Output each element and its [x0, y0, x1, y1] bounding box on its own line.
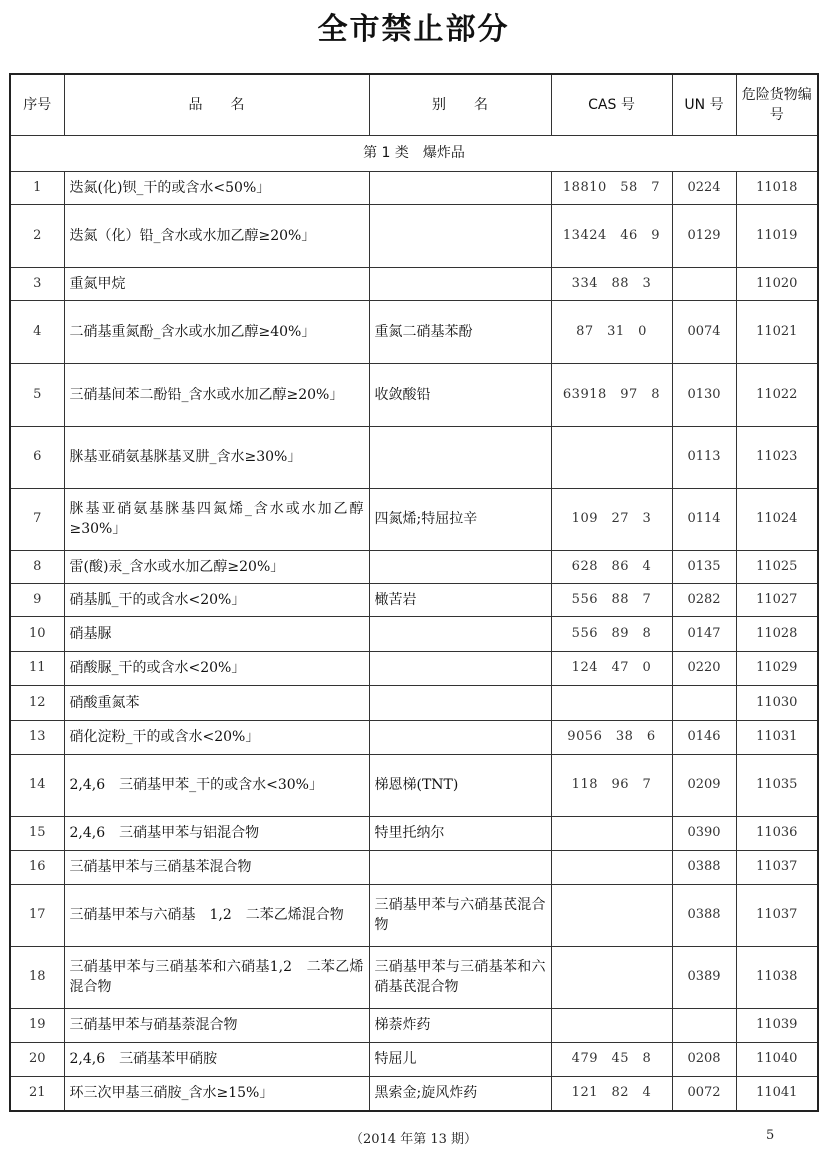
- table-row: [10, 816, 818, 850]
- cell-alias: 重氮二硝基苯酚: [369, 300, 551, 363]
- cell-cas: [551, 426, 672, 488]
- table-row: [10, 426, 818, 488]
- cell-name: 三硝基甲苯与硝基萘混合物: [64, 1008, 369, 1042]
- table-row: [10, 720, 818, 754]
- cell-cas: 121 82 4: [551, 1076, 672, 1111]
- table-row: [10, 204, 818, 267]
- cell-alias: [369, 720, 551, 754]
- table-row: [10, 1076, 818, 1111]
- cell-name: 三硝基间苯二酚铅_含水或水加乙醇≥20%」: [64, 363, 369, 426]
- cell-un: 0130: [672, 363, 736, 426]
- cell-cas: 63918 97 8: [551, 363, 672, 426]
- table-row: [10, 946, 818, 1008]
- table-row: [10, 884, 818, 946]
- cell-code: 11041: [736, 1076, 818, 1111]
- cell-no: 1: [10, 171, 64, 204]
- cell-alias: 特屈儿: [369, 1042, 551, 1076]
- cell-name: 三硝基甲苯与三硝基苯和六硝基1,2 二苯乙烯混合物: [64, 946, 369, 1008]
- table-row: [10, 651, 818, 685]
- cell-no: 13: [10, 720, 64, 754]
- cell-cas: 628 86 4: [551, 550, 672, 583]
- cell-code: 11027: [736, 583, 818, 616]
- cell-no: 4: [10, 300, 64, 363]
- cell-cas: 479 45 8: [551, 1042, 672, 1076]
- cell-cas: [551, 850, 672, 884]
- cell-cas: 124 47 0: [551, 651, 672, 685]
- cell-code: 11031: [736, 720, 818, 754]
- cell-name: 脒基亚硝氨基脒基叉肼_含水≥30%」: [64, 426, 369, 488]
- cell-no: 11: [10, 651, 64, 685]
- cell-name: 三硝基甲苯与六硝基 1,2 二苯乙烯混合物: [64, 884, 369, 946]
- cell-un: 0113: [672, 426, 736, 488]
- cell-no: 12: [10, 685, 64, 720]
- cell-un: 0224: [672, 171, 736, 204]
- cell-cas: [551, 1008, 672, 1042]
- table-row: [10, 300, 818, 363]
- table-row: [10, 171, 818, 204]
- cell-cas: 556 89 8: [551, 616, 672, 651]
- cell-un: 0147: [672, 616, 736, 651]
- cell-name: 2,4,6 三硝基苯甲硝胺: [64, 1042, 369, 1076]
- cell-no: 18: [10, 946, 64, 1008]
- cell-code: 11030: [736, 685, 818, 720]
- table-row: [10, 1008, 818, 1042]
- cell-code: 11023: [736, 426, 818, 488]
- cell-cas: 18810 58 7: [551, 171, 672, 204]
- cell-cas: 109 27 3: [551, 488, 672, 550]
- cell-un: 0208: [672, 1042, 736, 1076]
- cell-no: 10: [10, 616, 64, 651]
- cell-code: 11035: [736, 754, 818, 816]
- cell-alias: 收敛酸铅: [369, 363, 551, 426]
- header-name: 品 名: [64, 74, 369, 135]
- header-alias: 别 名: [369, 74, 551, 135]
- header-cas: CAS 号: [551, 74, 672, 135]
- cell-un: [672, 685, 736, 720]
- cell-name: 硝酸重氮苯: [64, 685, 369, 720]
- cell-code: 11024: [736, 488, 818, 550]
- table-row: [10, 850, 818, 884]
- cell-alias: [369, 685, 551, 720]
- cell-no: 3: [10, 267, 64, 300]
- cell-un: [672, 267, 736, 300]
- category-row: [10, 135, 818, 171]
- cell-cas: 13424 46 9: [551, 204, 672, 267]
- cell-code: 11028: [736, 616, 818, 651]
- cell-un: 0390: [672, 816, 736, 850]
- cell-name: 硝基胍_干的或含水<20%」: [64, 583, 369, 616]
- cell-no: 17: [10, 884, 64, 946]
- cell-cas: [551, 685, 672, 720]
- table-row: [10, 363, 818, 426]
- header-no: 序号: [10, 74, 64, 135]
- cell-un: 0072: [672, 1076, 736, 1111]
- cell-un: 0135: [672, 550, 736, 583]
- cell-code: 11038: [736, 946, 818, 1008]
- cell-alias: 梯萘炸药: [369, 1008, 551, 1042]
- cell-name: 2,4,6 三硝基甲苯与铝混合物: [64, 816, 369, 850]
- table-row: [10, 1042, 818, 1076]
- cell-name: 环三次甲基三硝胺_含水≥15%」: [64, 1076, 369, 1111]
- cell-alias: 黑索金;旋风炸药: [369, 1076, 551, 1111]
- cell-cas: 87 31 0: [551, 300, 672, 363]
- table-row: [10, 616, 818, 651]
- cell-alias: [369, 426, 551, 488]
- table-row: [10, 583, 818, 616]
- cell-cas: 334 88 3: [551, 267, 672, 300]
- cell-name: 迭氮（化）铅_含水或水加乙醇≥20%」: [64, 204, 369, 267]
- cell-code: 11021: [736, 300, 818, 363]
- cell-code: 11036: [736, 816, 818, 850]
- cell-code: 11037: [736, 850, 818, 884]
- cell-code: 11040: [736, 1042, 818, 1076]
- hazardous-chemicals-table: [9, 73, 819, 1112]
- cell-code: 11018: [736, 171, 818, 204]
- cell-un: 0114: [672, 488, 736, 550]
- cell-name: 迭氮(化)钡_干的或含水<50%」: [64, 171, 369, 204]
- cell-alias: 四氮烯;特屈拉辛: [369, 488, 551, 550]
- table-header-row: [10, 74, 818, 135]
- cell-cas: 9056 38 6: [551, 720, 672, 754]
- cell-no: 6: [10, 426, 64, 488]
- table-row: [10, 267, 818, 300]
- header-code: 危险货物编号: [736, 74, 818, 135]
- category-label: 第 1 类 爆炸品: [10, 135, 818, 171]
- cell-no: 19: [10, 1008, 64, 1042]
- cell-alias: 梯恩梯(TNT): [369, 754, 551, 816]
- cell-name: 三硝基甲苯与三硝基苯混合物: [64, 850, 369, 884]
- cell-un: 0388: [672, 884, 736, 946]
- cell-no: 8: [10, 550, 64, 583]
- cell-name: 重氮甲烷: [64, 267, 369, 300]
- cell-code: 11039: [736, 1008, 818, 1042]
- header-un: UN 号: [672, 74, 736, 135]
- cell-alias: [369, 550, 551, 583]
- cell-code: 11019: [736, 204, 818, 267]
- cell-no: 9: [10, 583, 64, 616]
- cell-name: 硝基脲: [64, 616, 369, 651]
- cell-un: 0389: [672, 946, 736, 1008]
- cell-un: 0129: [672, 204, 736, 267]
- page-title: 全市禁止部分: [317, 12, 510, 47]
- cell-un: 0209: [672, 754, 736, 816]
- cell-no: 21: [10, 1076, 64, 1111]
- cell-code: 11020: [736, 267, 818, 300]
- footer-issue: （2014 年第 13 期）: [349, 1132, 478, 1147]
- cell-alias: 特里托纳尔: [369, 816, 551, 850]
- cell-cas: 556 88 7: [551, 583, 672, 616]
- cell-cas: [551, 946, 672, 1008]
- cell-name: 硝酸脲_干的或含水<20%」: [64, 651, 369, 685]
- table-row: [10, 754, 818, 816]
- cell-code: 11022: [736, 363, 818, 426]
- cell-cas: 118 96 7: [551, 754, 672, 816]
- cell-no: 5: [10, 363, 64, 426]
- cell-name: 2,4,6 三硝基甲苯_干的或含水<30%」: [64, 754, 369, 816]
- cell-un: [672, 1008, 736, 1042]
- cell-name: 脒基亚硝氨基脒基四氮烯_含水或水加乙醇≥30%」: [64, 488, 369, 550]
- cell-code: 11037: [736, 884, 818, 946]
- cell-alias: 三硝基甲苯与三硝基苯和六硝基芪混合物: [369, 946, 551, 1008]
- cell-no: 16: [10, 850, 64, 884]
- cell-name: 二硝基重氮酚_含水或水加乙醇≥40%」: [64, 300, 369, 363]
- table-row: [10, 685, 818, 720]
- cell-alias: [369, 651, 551, 685]
- cell-no: 15: [10, 816, 64, 850]
- cell-un: 0388: [672, 850, 736, 884]
- cell-alias: [369, 171, 551, 204]
- table-row: [10, 488, 818, 550]
- cell-code: 11025: [736, 550, 818, 583]
- cell-un: 0146: [672, 720, 736, 754]
- cell-cas: [551, 884, 672, 946]
- cell-no: 2: [10, 204, 64, 267]
- table-row: [10, 550, 818, 583]
- cell-alias: 三硝基甲苯与六硝基芪混合物: [369, 884, 551, 946]
- cell-un: 0282: [672, 583, 736, 616]
- cell-un: 0074: [672, 300, 736, 363]
- cell-no: 20: [10, 1042, 64, 1076]
- cell-alias: [369, 616, 551, 651]
- cell-no: 7: [10, 488, 64, 550]
- page-number: 5: [766, 1128, 775, 1143]
- cell-un: 0220: [672, 651, 736, 685]
- cell-name: 雷(酸)汞_含水或水加乙醇≥20%」: [64, 550, 369, 583]
- cell-alias: 橄苦岩: [369, 583, 551, 616]
- cell-code: 11029: [736, 651, 818, 685]
- cell-name: 硝化淀粉_干的或含水<20%」: [64, 720, 369, 754]
- cell-alias: [369, 850, 551, 884]
- cell-no: 14: [10, 754, 64, 816]
- cell-cas: [551, 816, 672, 850]
- cell-alias: [369, 267, 551, 300]
- cell-alias: [369, 204, 551, 267]
